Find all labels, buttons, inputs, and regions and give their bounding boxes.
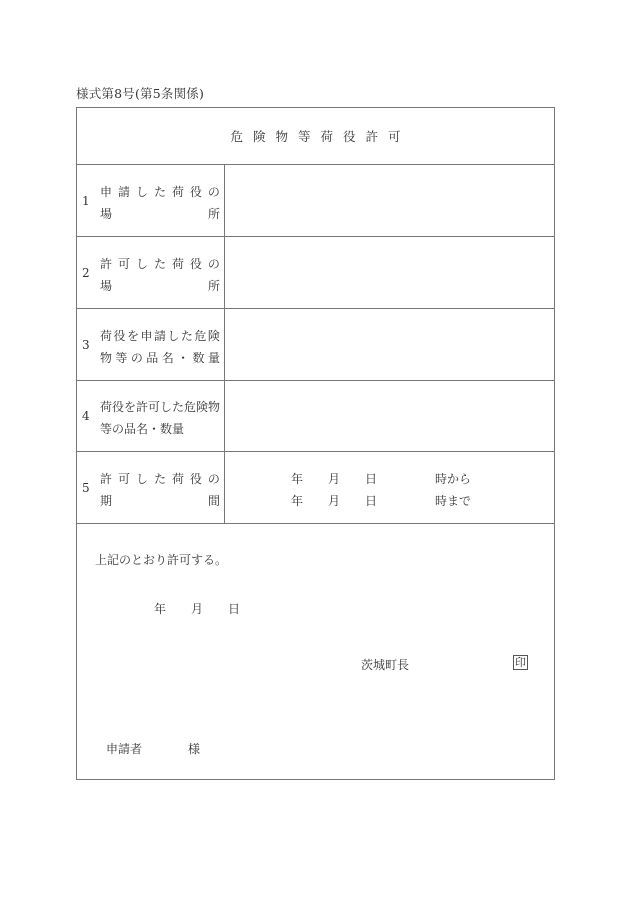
row-label — [100, 325, 220, 369]
label-line-2: 期 間 — [100, 494, 220, 508]
label-line-1: 許 可 し た 荷 役 の — [100, 472, 220, 486]
permit-form — [76, 107, 555, 780]
approval-date — [154, 600, 240, 617]
period-from — [291, 468, 471, 490]
applicant-honorific: 様 — [188, 742, 201, 756]
period-to — [291, 490, 471, 512]
date-day: 日 — [228, 602, 241, 616]
from-suffix: 時から — [435, 472, 472, 486]
date-year: 年 — [154, 602, 167, 616]
row-number: 5 — [82, 480, 90, 495]
row-permitted-location — [77, 237, 554, 309]
label-line-1: 申 請 し た 荷 役 の — [100, 185, 220, 199]
row-label — [100, 181, 220, 225]
date-month: 月 — [191, 602, 204, 616]
approval-statement: 上記のとおり許可する。 — [95, 553, 228, 567]
row-number: 4 — [82, 408, 90, 423]
from-month: 月 — [328, 472, 341, 486]
applicant-label: 申請者 — [106, 742, 143, 756]
permitted-goods-field[interactable] — [226, 380, 554, 451]
form-code: 様式第8号(第5条関係) — [76, 86, 205, 101]
row-number: 1 — [82, 193, 90, 208]
to-year: 年 — [291, 494, 304, 508]
to-suffix: 時まで — [435, 494, 472, 508]
label-line-2: 場 所 — [100, 207, 220, 221]
form-title: 危険物等荷役許可 — [77, 108, 554, 165]
applied-location-field[interactable] — [226, 165, 554, 236]
label-line-2: 場 所 — [100, 279, 220, 293]
row-label — [100, 468, 220, 512]
from-day: 日 — [365, 472, 378, 486]
label-line-2: 物 等 の 品 名 ・ 数 量 — [100, 351, 220, 365]
approval-section — [77, 523, 554, 781]
label-line-2: 等の品名・数量 — [100, 422, 185, 436]
label-line-1: 荷 役 を 申 請 し た 危 険 — [100, 329, 220, 343]
row-permitted-goods — [77, 380, 554, 452]
seal-mark — [513, 655, 528, 670]
row-label — [100, 253, 220, 297]
row-applied-location — [77, 165, 554, 237]
from-year: 年 — [291, 472, 304, 486]
to-day: 日 — [365, 494, 378, 508]
applied-goods-field[interactable] — [226, 309, 554, 380]
issuer-name: 茨城町長 — [361, 658, 410, 672]
label-line-1: 許 可 し た 荷 役 の — [100, 257, 220, 271]
row-permitted-period — [77, 452, 554, 524]
row-applied-goods — [77, 309, 554, 381]
row-number: 2 — [82, 265, 90, 280]
to-month: 月 — [328, 494, 341, 508]
label-line-1: 荷役を許可した危険物 — [100, 400, 221, 414]
row-label — [100, 396, 220, 440]
row-number: 3 — [82, 337, 90, 352]
seal-icon: 印 — [515, 656, 526, 669]
period-field[interactable] — [226, 452, 554, 523]
period-block — [291, 468, 471, 512]
permitted-location-field[interactable] — [226, 237, 554, 308]
